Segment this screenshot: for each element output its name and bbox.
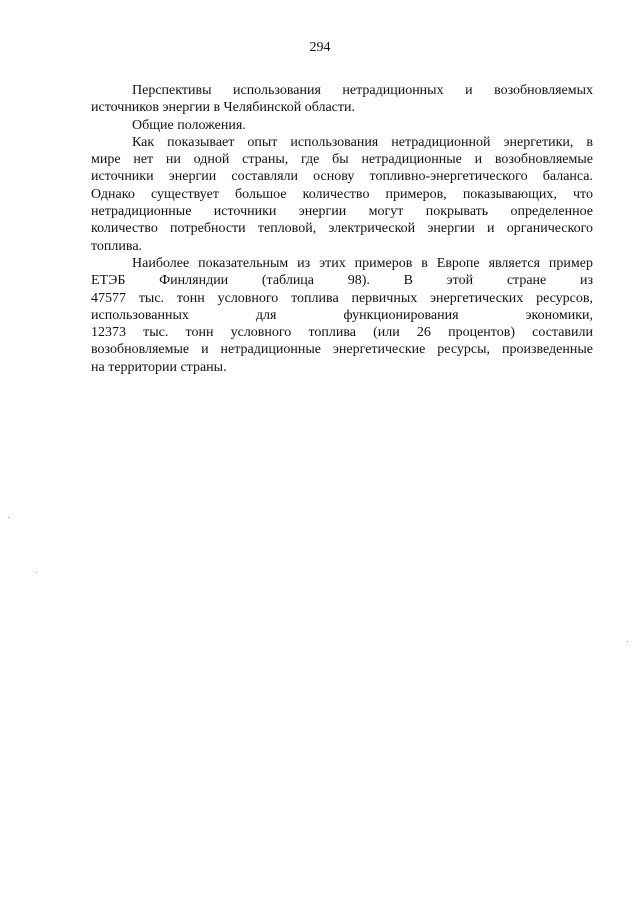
text-line: 47577 тыс. тонн условного топлива первичных энергетических ресурсов,: [91, 290, 593, 306]
text-line: использованных для функционирования экономики,: [91, 307, 593, 323]
text-line: источники энергии составляли основу топливно-энергетического баланса.: [91, 169, 593, 185]
text-line: топлива.: [91, 238, 143, 254]
text-line: Однако существует большое количество примеров, показывающих, что: [91, 186, 593, 202]
text-line: возобновляемые и нетрадиционные энергетические ресурсы, произведенные: [91, 342, 593, 358]
text-line: Как показывает опыт использования нетрадиционной энергетики, в: [132, 134, 593, 150]
text-line: источников энергии в Челябинской области.: [91, 100, 355, 116]
section-heading: [91, 82, 593, 117]
text-line: мире нет ни одной страны, где бы нетрадиционные и возобновляемые: [91, 152, 593, 168]
page-number: 294: [309, 40, 331, 55]
text-line: Перспективы использования нетрадиционных и возобновляемых: [132, 83, 593, 98]
scan-speck: [36, 572, 37, 573]
text-line: Общие положения.: [132, 117, 246, 133]
text-line: ЕТЭБ Финляндии (таблица 98). В этой стране из: [91, 273, 593, 289]
scan-speck: [8, 517, 9, 518]
subsection-heading: [91, 117, 593, 134]
text-line: 12373 тыс. тонн условного топлива (или 26 процентов) составили: [91, 325, 593, 341]
text-line: нетрадиционные источники энергии могут покрывать определенное: [91, 204, 593, 220]
scan-speck: [627, 641, 628, 642]
paragraph-experience: [91, 134, 593, 255]
document-body: [91, 82, 593, 376]
text-line: количество потребности тепловой, электрической энергии и органического: [91, 221, 593, 237]
paragraph-finland: [91, 255, 593, 376]
text-line: на территории страны.: [91, 359, 227, 375]
text-line: Наиболее показательным из этих примеров в Европе является пример: [132, 255, 593, 271]
